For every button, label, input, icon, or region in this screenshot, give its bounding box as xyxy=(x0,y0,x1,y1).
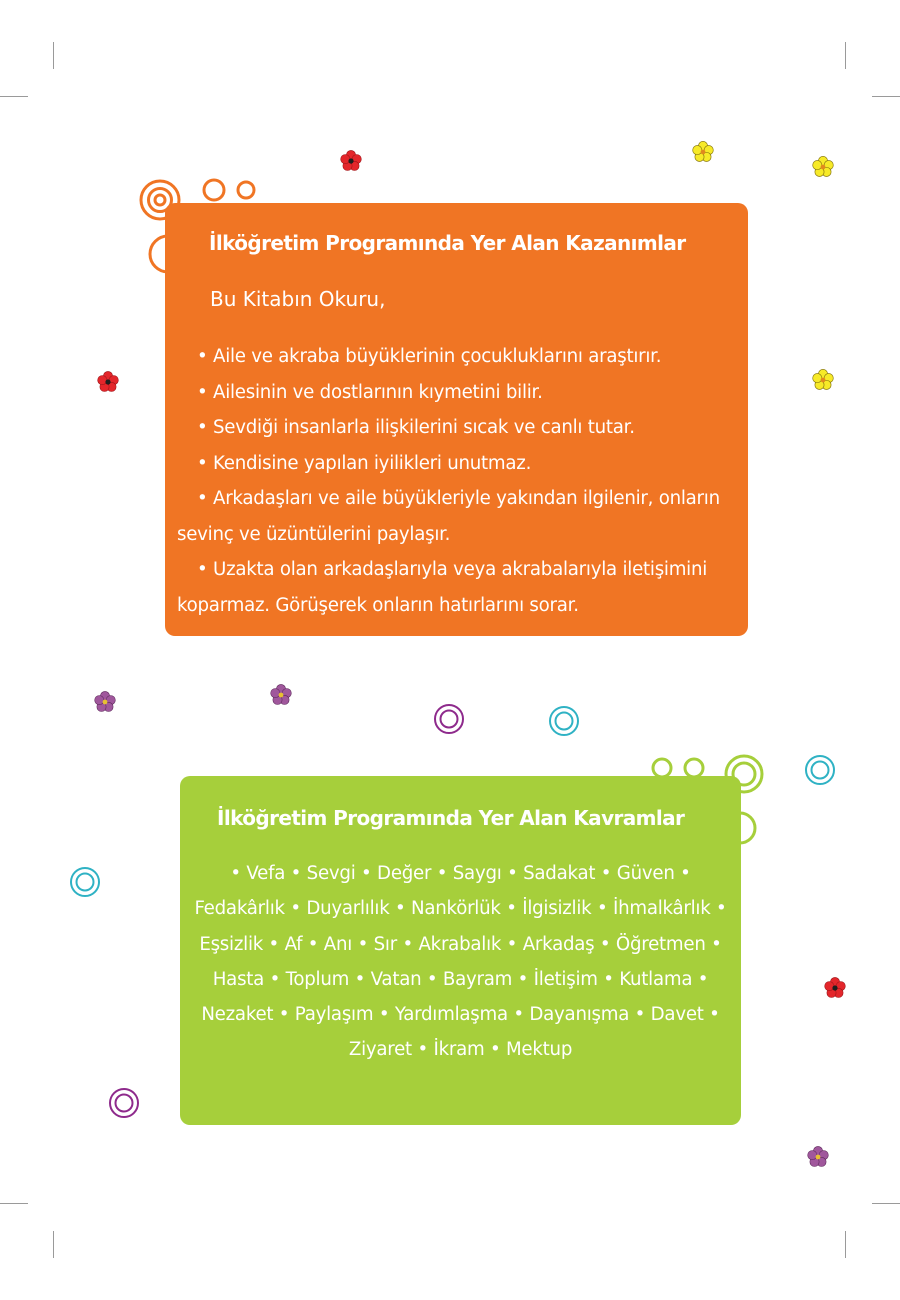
kazanimlar-card xyxy=(165,203,748,636)
list-item: • Aile ve akraba büyüklerinin çocukluklarını araştırır. xyxy=(197,346,662,367)
crop-mark xyxy=(872,96,900,97)
list-item: • Uzakta olan arkadaşlarıyla veya akrabalarıyla iletişimini koparmaz. Görüşerek onların hatırlarını sorar. xyxy=(177,559,708,616)
flower-icon xyxy=(92,690,118,714)
crop-mark xyxy=(0,96,28,97)
flower-icon xyxy=(810,155,836,179)
list-item: • Arkadaşları ve aile büyükleriyle yakından ilgilenir, onların sevinç ve üzüntülerini paylaşır. xyxy=(177,488,720,545)
ring-icon xyxy=(69,866,101,898)
flower-icon xyxy=(268,683,294,707)
ring-icon xyxy=(804,754,836,786)
kazanimlar-title: İlköğretim Programında Yer Alan Kazanımlar xyxy=(209,231,686,255)
crop-mark xyxy=(872,1203,900,1204)
ring-icon xyxy=(108,1087,140,1119)
ring-icon xyxy=(433,703,465,735)
flower-icon xyxy=(95,370,121,394)
list-item: • Sevdiği insanlarla ilişkilerini sıcak ve canlı tutar. xyxy=(197,417,635,438)
crop-mark xyxy=(845,42,846,69)
flower-icon xyxy=(810,368,836,392)
flower-icon xyxy=(690,140,716,164)
kavramlar-card xyxy=(180,776,741,1125)
crop-mark xyxy=(53,42,54,69)
flower-icon xyxy=(338,149,364,173)
crop-mark xyxy=(0,1203,28,1204)
kavramlar-text: • Vefa • Sevgi • Değer • Saygı • Sadakat • Güven • Fedakârlık • Duyarlılık • Nankörlük • İlgisizlik • İhmalkârlık • Eşsizlik • Af • Anı • Sır • Akrabalık • Arkadaş • Öğretmen • Hasta • Toplum • Vatan • Bayram • İletişim • Kutlama • Nezaket • Paylaşım • Yardımlaşma • Dayanışma • Davet • Ziyaret • İkram • Mektup xyxy=(194,863,727,1061)
list-item: • Ailesinin ve dostlarının kıymetini bilir. xyxy=(197,381,543,403)
ring-icon xyxy=(548,705,580,737)
kazanimlar-list xyxy=(177,339,737,623)
flower-icon xyxy=(805,1145,831,1169)
flower-icon xyxy=(822,976,848,1000)
crop-mark xyxy=(53,1231,54,1258)
crop-mark xyxy=(845,1231,846,1258)
list-item: • Kendisine yapılan iyilikleri unutmaz. xyxy=(197,452,532,474)
kavramlar-title: İlköğretim Programında Yer Alan Kavramlar xyxy=(217,806,685,830)
kazanimlar-subtitle: Bu Kitabın Okuru, xyxy=(210,287,386,311)
